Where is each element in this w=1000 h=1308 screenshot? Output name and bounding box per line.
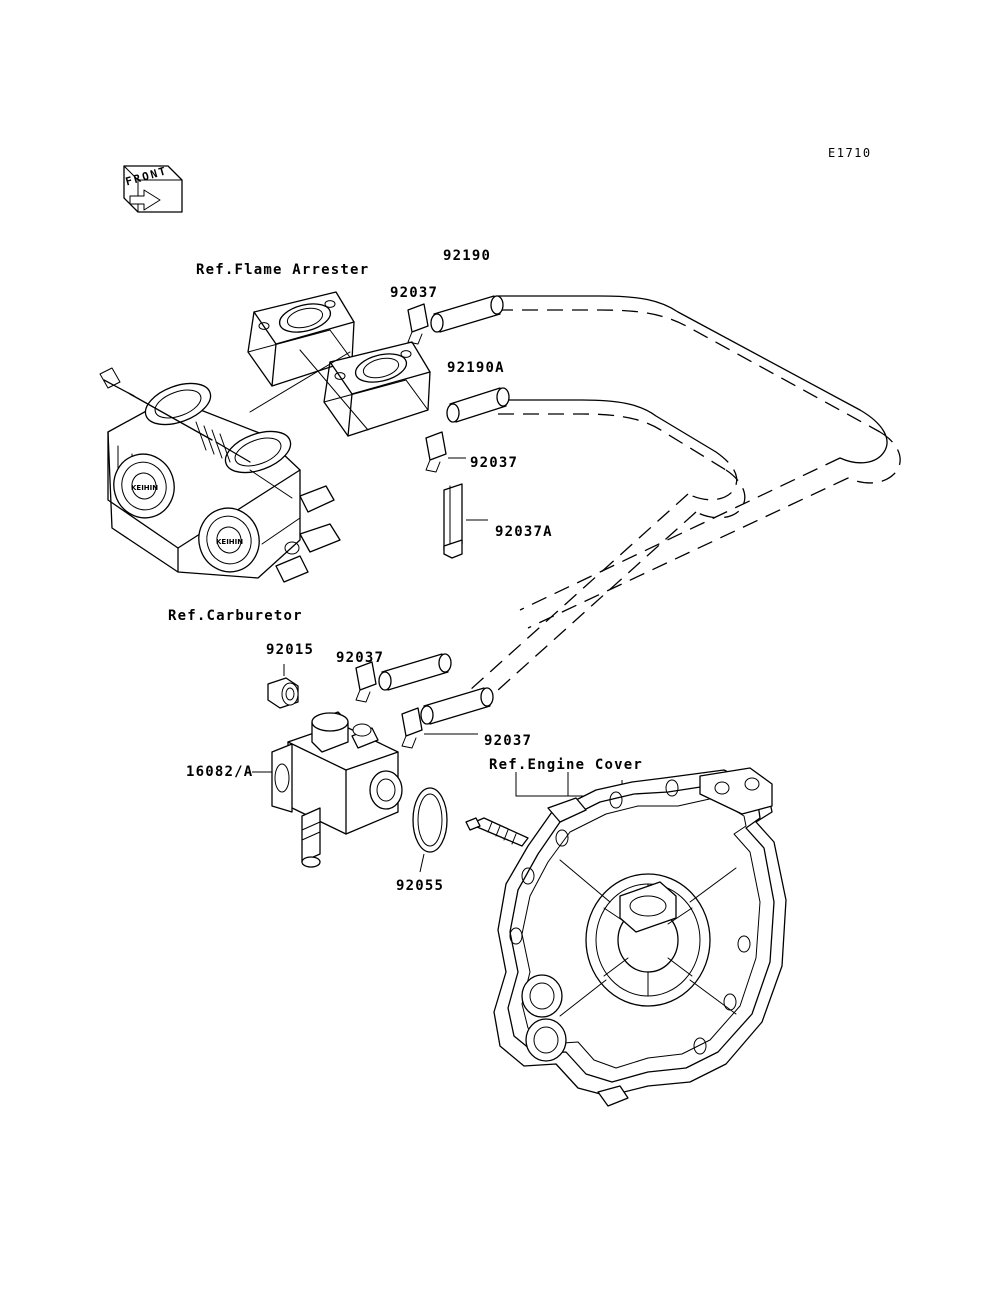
hose-92190 <box>431 296 503 332</box>
clamp-92037-top <box>408 304 428 344</box>
carburetor-assembly <box>100 368 340 582</box>
label-part-92015: 92015 <box>266 642 315 658</box>
label-part-92055: 92055 <box>396 878 445 894</box>
clamp-92037a <box>444 484 488 558</box>
front-marker-text: FRONT <box>124 164 170 189</box>
label-part-92037-top: 92037 <box>390 285 439 301</box>
label-part-92190a: 92190A <box>447 360 505 376</box>
svg-text:KEIHIN: KEIHIN <box>131 484 159 492</box>
engine-cover-bolt <box>466 818 528 846</box>
label-part-92037-pump-lower: 92037 <box>484 733 533 749</box>
label-ref-carburetor: Ref.Carburetor <box>168 608 303 624</box>
clamp-92037-pump-upper <box>356 662 376 702</box>
intake-flange-second <box>250 342 430 436</box>
label-part-92037-second: 92037 <box>470 455 519 471</box>
label-part-16082a: 16082/A <box>186 764 254 780</box>
engine-cover <box>494 768 786 1106</box>
clamp-92037-second <box>426 432 466 472</box>
label-part-92037-pump-upper: 92037 <box>336 650 385 666</box>
diagram-code: E1710 <box>828 146 872 160</box>
svg-text:KEIHIN: KEIHIN <box>216 538 244 546</box>
label-ref-flame-arrester: Ref.Flame Arrester <box>196 262 370 278</box>
hose-92190a <box>447 388 509 422</box>
fuel-hose-upper <box>497 296 900 628</box>
nut-92015 <box>268 664 298 708</box>
label-ref-engine-cover: Ref.Engine Cover <box>489 757 644 773</box>
label-part-92037a: 92037A <box>495 524 553 540</box>
label-part-92190: 92190 <box>443 248 492 264</box>
hose-lower-upper-piece <box>379 654 451 690</box>
fuel-pump-16082a <box>252 712 402 867</box>
o-ring-92055 <box>413 788 447 872</box>
hose-lower-lower-piece <box>421 688 493 724</box>
fuel-hose-lower <box>470 400 745 708</box>
